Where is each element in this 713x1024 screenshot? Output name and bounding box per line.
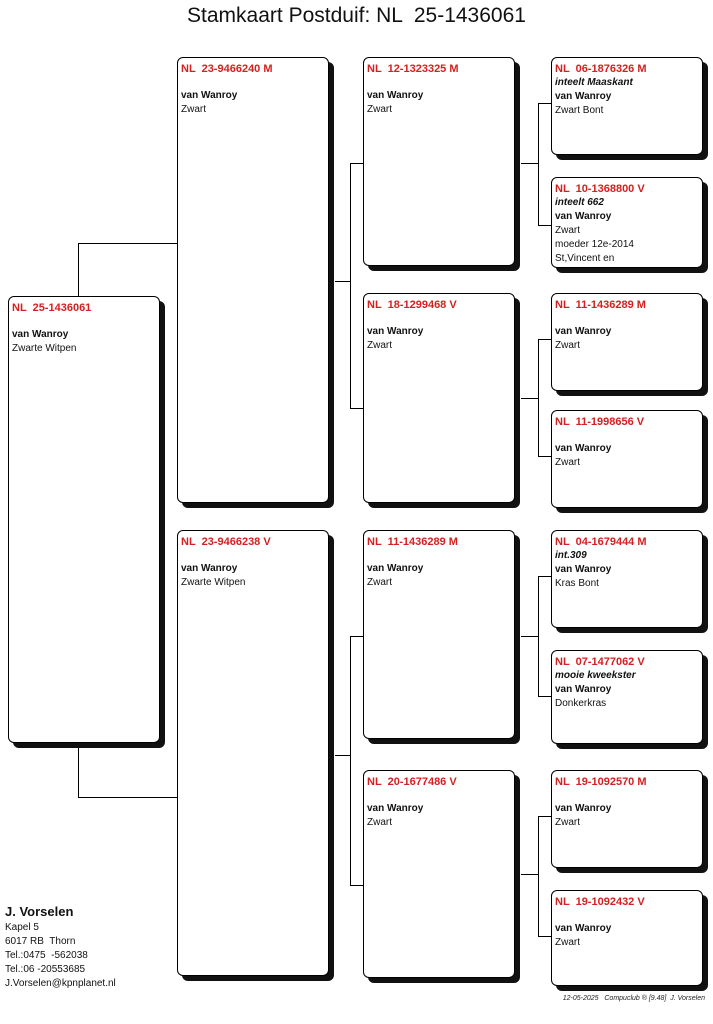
connector-line (78, 748, 79, 797)
breeder-mobile: Tel.:06 -20553685 (5, 964, 86, 975)
connector-line (335, 755, 350, 756)
pigeon-card-sss[interactable] (551, 57, 703, 155)
owner-label: van Wanroy (555, 326, 612, 337)
connector-line (521, 874, 538, 875)
ring-number: NL 19-1092570 M (555, 776, 647, 788)
owner-label: van Wanroy (367, 90, 424, 101)
color-label: Zwart (367, 577, 392, 588)
connector-line (538, 936, 552, 937)
connector-line (521, 636, 538, 637)
owner-label: van Wanroy (555, 803, 612, 814)
pigeon-card-subject[interactable] (8, 296, 160, 743)
pigeon-card-dam[interactable] (177, 530, 329, 976)
connector-line (538, 696, 552, 697)
ring-number: NL 19-1092432 V (555, 896, 645, 908)
owner-label: van Wanroy (181, 563, 238, 574)
note-label: mooie kweekster (555, 670, 636, 681)
pigeon-card-ssd[interactable] (551, 177, 703, 268)
owner-label: van Wanroy (555, 91, 612, 102)
page-title: Stamkaart Postduif: NL 25-1436061 (187, 4, 526, 27)
pigeon-card-sds[interactable] (551, 293, 703, 391)
color-label: Zwart (181, 104, 206, 115)
connector-line (538, 576, 539, 696)
owner-label: van Wanroy (555, 923, 612, 934)
owner-label: van Wanroy (555, 564, 612, 575)
color-label: Donkerkras (555, 698, 607, 709)
remark-label: moeder 12e-2014 (555, 239, 634, 250)
connector-line (350, 408, 364, 409)
connector-line (350, 885, 364, 886)
connector-line (538, 225, 552, 226)
connector-line (538, 103, 552, 104)
connector-line (78, 243, 79, 297)
connector-line (538, 103, 539, 225)
connector-line (350, 163, 351, 408)
connector-line (538, 816, 539, 936)
owner-label: van Wanroy (367, 803, 424, 814)
pigeon-card-dds[interactable] (551, 770, 703, 868)
connector-line (350, 636, 364, 637)
connector-line (538, 576, 552, 577)
color-label: Zwart (367, 104, 392, 115)
ring-number: NL 11-1436289 M (367, 536, 458, 548)
pigeon-card-dam-dam[interactable] (363, 770, 515, 978)
ring-number: NL 20-1677486 V (367, 776, 457, 788)
connector-line (538, 456, 552, 457)
color-label: Zwart (555, 457, 580, 468)
breeder-email: J.Vorselen@kpnplanet.nl (5, 978, 116, 989)
color-label: Zwart Bont (555, 105, 604, 116)
breeder-phone: Tel.:0475 -562038 (5, 950, 88, 961)
ring-number: NL 11-1436289 M (555, 299, 646, 311)
pigeon-card-dam-sire[interactable] (363, 530, 515, 739)
color-label: Zwart (555, 937, 580, 948)
pigeon-card-dss[interactable] (551, 530, 703, 628)
owner-label: van Wanroy (555, 684, 612, 695)
print-footer: 12-05-2025 Compuclub ® [9.48] J. Vorselen (562, 995, 705, 1002)
ring-number: NL 06-1876326 M (555, 63, 647, 75)
color-label: Zwart (367, 340, 392, 351)
connector-line (78, 243, 178, 244)
remark-label: St,Vincent en (555, 253, 615, 264)
owner-label: van Wanroy (555, 211, 612, 222)
connector-line (538, 339, 539, 456)
pigeon-card-dsd[interactable] (551, 650, 703, 744)
breeder-street: Kapel 5 (5, 922, 39, 933)
owner-label: van Wanroy (367, 326, 424, 337)
connector-line (521, 163, 538, 164)
connector-line (78, 797, 178, 798)
breeder-name: J. Vorselen (5, 904, 74, 919)
ring-number: NL 10-1368800 V (555, 183, 645, 195)
pigeon-card-sdd[interactable] (551, 410, 703, 508)
ring-number: NL 23-9466240 M (181, 63, 273, 75)
breeder-info (5, 903, 116, 991)
color-label: Zwart (555, 340, 580, 351)
color-label: Zwart (555, 817, 580, 828)
color-label: Zwart (367, 817, 392, 828)
connector-line (335, 281, 350, 282)
note-label: inteelt Maaskant (555, 77, 633, 88)
owner-label: van Wanroy (181, 90, 238, 101)
pigeon-card-sire-dam[interactable] (363, 293, 515, 503)
color-label: Zwart (555, 225, 580, 236)
ring-number: NL 25-1436061 (12, 302, 92, 314)
pigeon-card-sire-sire[interactable] (363, 57, 515, 266)
connector-line (538, 339, 552, 340)
connector-line (521, 398, 538, 399)
ring-number: NL 11-1998656 V (555, 416, 645, 428)
color-label: Zwarte Witpen (181, 577, 246, 588)
pigeon-card-sire[interactable] (177, 57, 329, 503)
breeder-city: 6017 RB Thorn (5, 936, 76, 947)
note-label: int.309 (555, 550, 587, 561)
ring-number: NL 07-1477062 V (555, 656, 645, 668)
owner-label: van Wanroy (12, 329, 69, 340)
ring-number: NL 04-1679444 M (555, 536, 647, 548)
color-label: Zwarte Witpen (12, 343, 77, 354)
pigeon-card-ddd[interactable] (551, 890, 703, 986)
ring-number: NL 18-1299468 V (367, 299, 457, 311)
connector-line (350, 163, 364, 164)
color-label: Kras Bont (555, 578, 599, 589)
ring-number: NL 23-9466238 V (181, 536, 271, 548)
connector-line (538, 816, 552, 817)
owner-label: van Wanroy (555, 443, 612, 454)
owner-label: van Wanroy (367, 563, 424, 574)
ring-number: NL 12-1323325 M (367, 63, 459, 75)
connector-line (350, 636, 351, 885)
note-label: inteelt 662 (555, 197, 604, 208)
